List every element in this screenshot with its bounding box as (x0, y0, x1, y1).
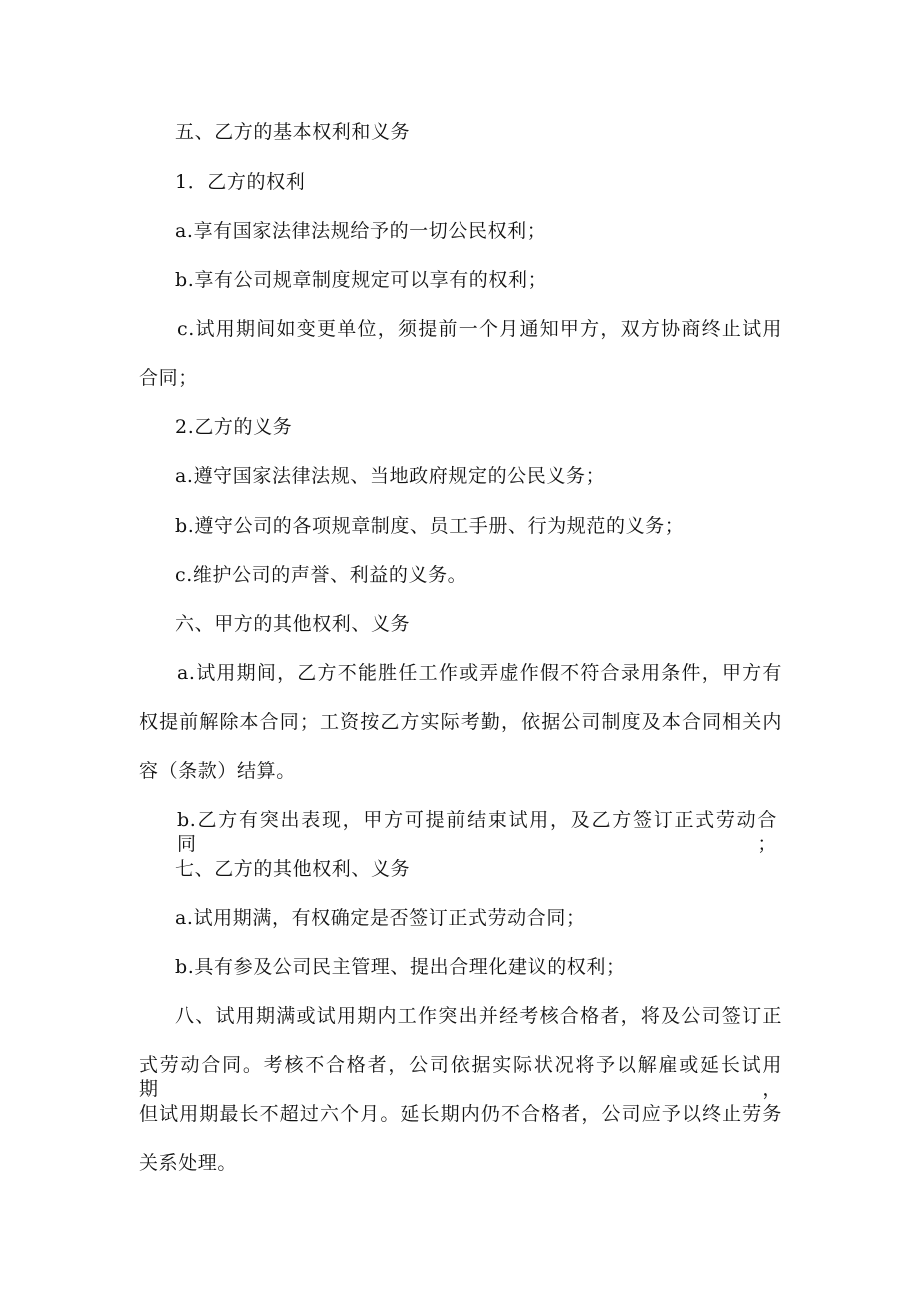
paragraph-line: 合同； (139, 367, 198, 389)
section-8-paragraph-line: 式劳动合同。考核不合格者，公司依据实际状况将予以解雇或延长试用期， (139, 1054, 782, 1100)
section-8-paragraph-line: 但试用期最长不超过六个月。延长期内仍不合格者，公司应予以终止劳务 (139, 1103, 782, 1125)
section-6-heading: 六、甲方的其他权利、义务 (175, 613, 411, 635)
paragraph-line: b.具有参及公司民主管理、提出合理化建议的权利； (175, 956, 626, 978)
paragraph-line: b.遵守公司的各项规章制度、员工手册、行为规范的义务； (175, 515, 685, 537)
paragraph-line: c.试用期间如变更单位，须提前一个月通知甲方，双方协商终止试用 (177, 318, 782, 340)
subsection-1-heading: 1．乙方的权利 (175, 171, 306, 193)
paragraph-line: b.乙方有突出表现，甲方可提前结束试用，及乙方签订正式劳动合同； (177, 809, 777, 855)
paragraph-line: a.试用期间，乙方不能胜任工作或弄虚作假不符合录用条件，甲方有 (177, 662, 782, 684)
section-7-heading: 七、乙方的其他权利、义务 (175, 858, 411, 880)
paragraph-line: 权提前解除本合同；工资按乙方实际考勤，依据公司制度及本合同相关内 (139, 711, 782, 733)
section-5-heading: 五、乙方的基本权利和义务 (175, 121, 411, 143)
paragraph-line: 容（条款）结算。 (139, 760, 296, 782)
paragraph-line: a.遵守国家法律法规、当地政府规定的公民义务； (175, 465, 606, 487)
paragraph-line: a.享有国家法律法规给予的一切公民权利； (175, 220, 547, 242)
paragraph-line: a.试用期满，有权确定是否签订正式劳动合同； (175, 907, 586, 929)
paragraph-line: c.维护公司的声誉、利益的义务。 (175, 564, 468, 586)
section-8-paragraph-line: 八、试用期满或试用期内工作突出并经考核合格者，将及公司签订正 (175, 1005, 782, 1027)
section-8-paragraph-line: 关系处理。 (139, 1152, 238, 1174)
subsection-2-heading: 2.乙方的义务 (175, 416, 293, 438)
paragraph-line: b.享有公司规章制度规定可以享有的权利； (175, 269, 548, 291)
